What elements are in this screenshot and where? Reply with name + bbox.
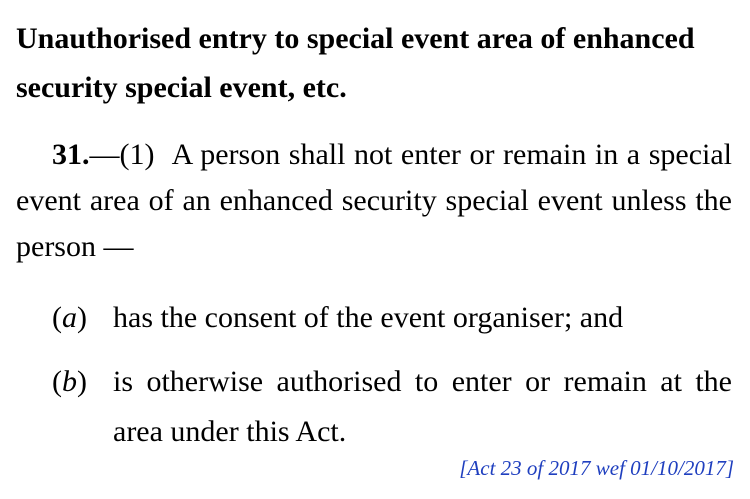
amendment-note[interactable]: [Act 23 of 2017 wef 01/10/2017] [459, 456, 734, 480]
paragraph-b-close-paren: ) [77, 365, 87, 398]
paragraph-b-text: is otherwise authorised to enter or remain at the area under this Act. [113, 365, 732, 448]
subsection-number: —(1) [89, 138, 155, 171]
paragraph-a [52, 293, 732, 343]
section-31-subsection-1 [16, 132, 732, 270]
section-heading: Unauthorised entry to special event area of enhanced security special event, etc. [16, 22, 695, 104]
paragraph-b-open-paren: ( [52, 365, 62, 398]
paragraph-a-letter: a [62, 301, 77, 334]
paragraph-a-text: has the consent of the event organiser; and [113, 301, 624, 334]
paragraph-b [52, 357, 732, 457]
paragraph-a-open-paren: ( [52, 301, 62, 334]
subsection-text: A person shall not enter or remain in a special event area of an enhanced security special event unless the person — [16, 138, 732, 263]
paragraph-b-label [52, 357, 87, 407]
paragraph-a-close-paren: ) [77, 301, 87, 334]
section-number: 31. [52, 138, 90, 171]
paragraph-a-label [52, 293, 87, 343]
paragraph-b-letter: b [62, 365, 77, 398]
